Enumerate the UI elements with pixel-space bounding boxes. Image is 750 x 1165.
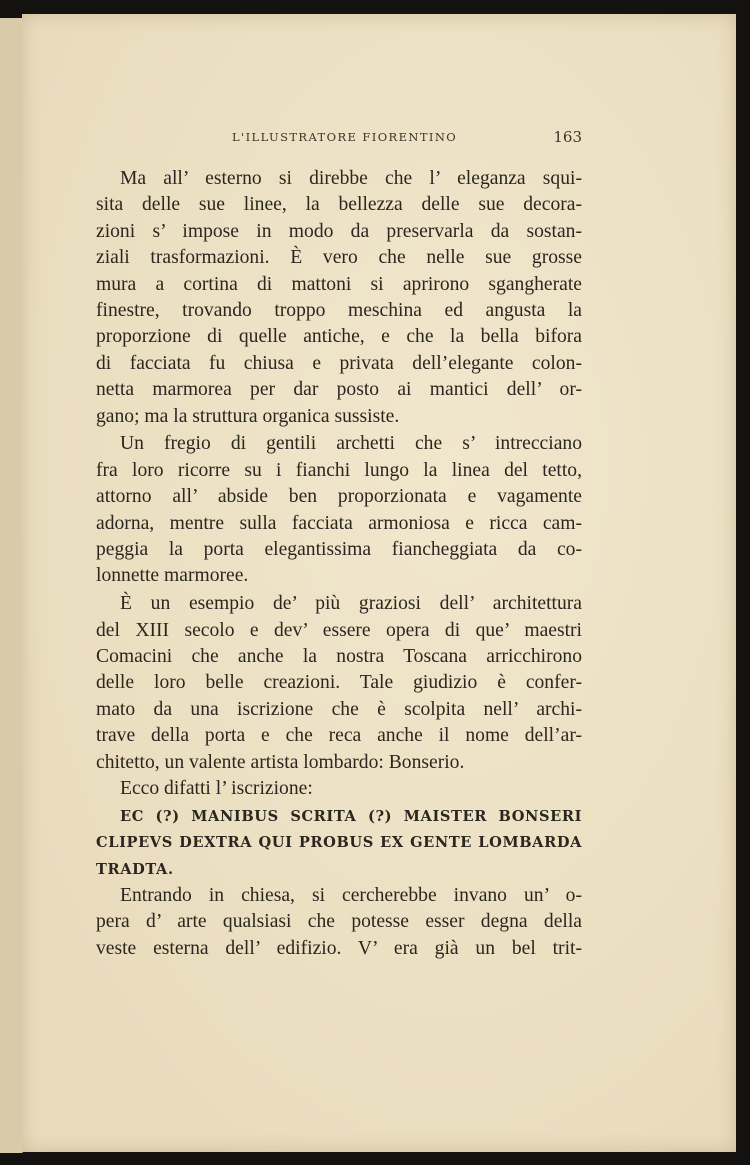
- text-line: sita delle sue linee, la bellezza delle sue decora-: [96, 194, 582, 216]
- text-line: del XIII secolo e dev’ essere opera di que’ maestri: [96, 619, 582, 641]
- text-line: Un fregio di gentili archetti che s’ intrecciano: [120, 433, 582, 455]
- text-line: veste esterna dell’ edifizio. V’ era già un bel trit-: [96, 937, 582, 959]
- text-line: adorna, mentre sulla facciata armoniosa e ricca cam-: [96, 512, 582, 534]
- text-line: netta marmorea per dar posto ai mantici dell’ or-: [96, 379, 582, 401]
- text-line: Comacini che anche la nostra Toscana arricchirono: [96, 646, 582, 668]
- text-line: mura a cortina di mattoni si aprirono sgangherate: [96, 273, 582, 295]
- page-number: 163: [553, 128, 582, 146]
- inscription-line: CLIPEVS DEXTRA QUI PROBUS EX GENTE LOMBARDA: [96, 834, 582, 852]
- text-line: Ecco difatti l’ iscrizione:: [120, 777, 313, 799]
- text-line: attorno all’ abside ben proporzionata e vagamente: [96, 486, 582, 508]
- text-line: gano; ma la struttura organica sussiste.: [96, 405, 400, 427]
- previous-page-edge: [0, 18, 23, 1153]
- text-line: fra loro ricorre su i fianchi lungo la linea del tetto,: [96, 459, 582, 481]
- text-line: mato da una iscrizione che è scolpita nell’ archi-: [96, 698, 582, 720]
- text-line: Entrando in chiesa, si cercherebbe invano un’ o-: [120, 885, 582, 907]
- page-body-text: [96, 166, 582, 962]
- text-line: trave della porta e che reca anche il nome dell’ar-: [96, 725, 582, 747]
- text-line: È un esempio de’ più graziosi dell’ architettura: [120, 593, 582, 615]
- text-line: peggia la porta elegantissima fiancheggiata da co-: [96, 538, 582, 560]
- text-line: proporzione di quelle antiche, e che la bella bifora: [96, 326, 582, 348]
- text-line: di facciata fu chiusa e privata dell’elegante colon-: [96, 352, 582, 374]
- running-title: L'ILLUSTRATORE FIORENTINO: [232, 130, 458, 144]
- text-line: lonnette marmoree.: [96, 565, 249, 587]
- text-line: pera d’ arte qualsiasi che potesse esser degna della: [96, 911, 582, 933]
- text-line: delle loro belle creazioni. Tale giudizio è confer-: [96, 672, 582, 694]
- text-line: finestre, trovando troppo meschina ed angusta la: [96, 299, 582, 321]
- text-line: chitetto, un valente artista lombardo: Bonserio.: [96, 751, 465, 773]
- text-line: zioni s’ impose in modo da preservarla da sostan-: [96, 220, 582, 242]
- inscription-line: TRADTA.: [96, 860, 174, 878]
- inscription-line: EC (?) MANIBUS SCRITA (?) MAISTER BONSERI: [120, 807, 582, 825]
- text-line: Ma all’ esterno si direbbe che l’ eleganza squi-: [120, 168, 582, 189]
- text-line: ziali trasformazioni. È vero che nelle sue grosse: [96, 247, 582, 269]
- page-header: [96, 128, 582, 150]
